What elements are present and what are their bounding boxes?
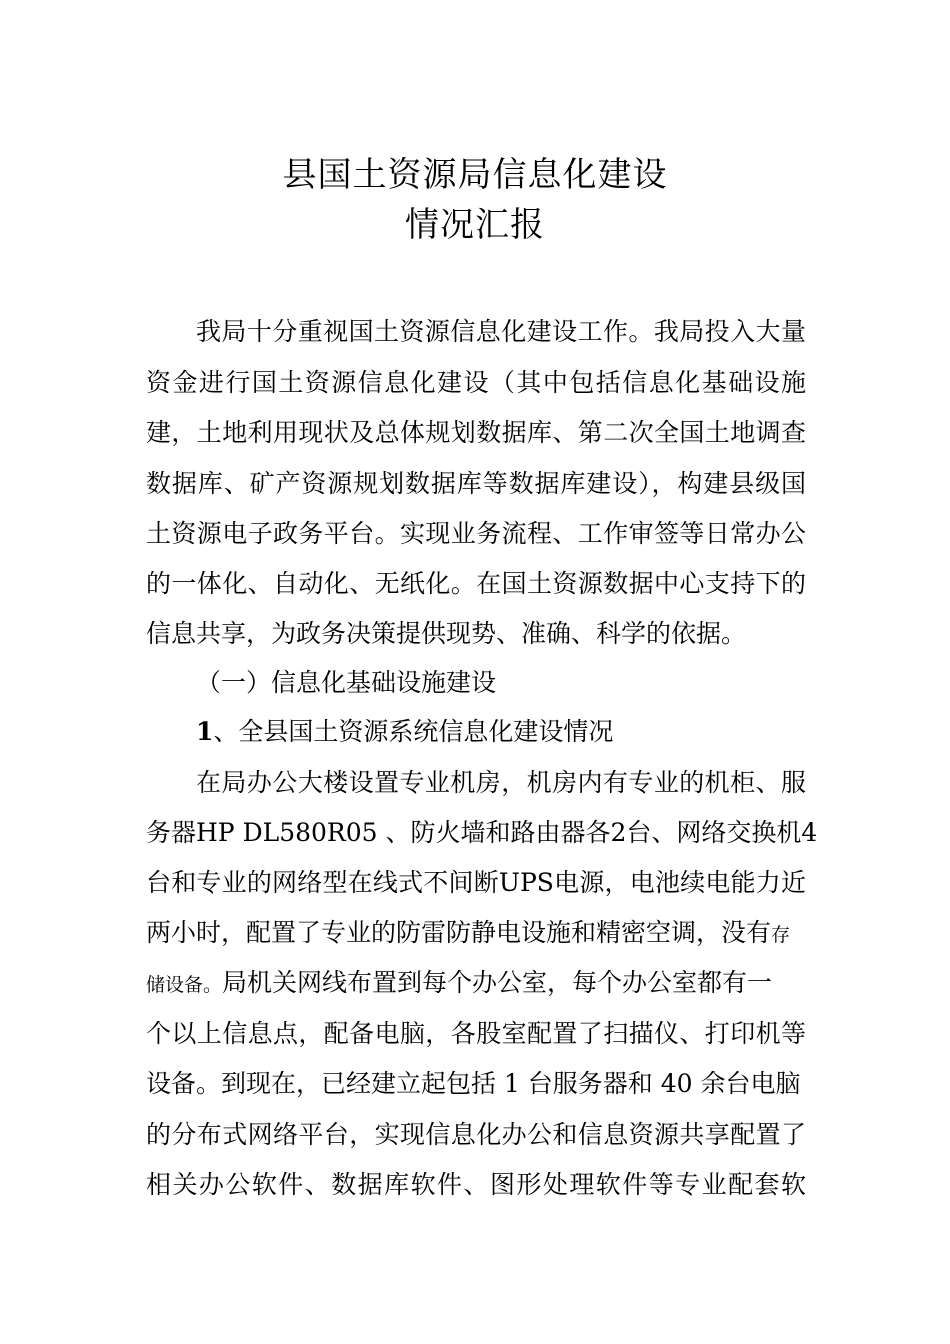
paragraph-line: 在局办公大楼设置专业机房，机房内有专业的机柜、服 (196, 768, 806, 797)
subsection-title: 、全县国土资源系统信息化建设情况 (213, 717, 614, 746)
paragraph-line: 务器HP DL580R05 、防火墙和路由器各2台、网络交换机4 (146, 818, 818, 847)
small-text: 储设备。 (146, 974, 223, 996)
paragraph-line: 资金进行国土资源信息化建设（其中包括信息化基础设施 (146, 368, 806, 397)
paragraph-line: 设备。到现在，已经建立起包括 1 台服务器和 40 余台电脑 (146, 1069, 801, 1098)
subsection-number: 1 (196, 717, 214, 746)
document-title-line-2: 情况汇报 (405, 205, 545, 245)
paragraph-line (146, 915, 806, 953)
paragraph-line: 的一体化、自动化、无纸化。在国土资源数据中心支持下的 (146, 569, 806, 598)
paragraph-line: 台和专业的网络型在线式不间断UPS电源，电池续电能力近 (146, 868, 806, 897)
paragraph-line: 我局十分重视国土资源信息化建设工作。我局投入大量 (196, 317, 806, 346)
paragraph-text: 局机关网线布置到每个办公室，每个办公室都有一 (222, 968, 773, 997)
paragraph-line: 个以上信息点，配备电脑，各股室配置了扫描仪、打印机等 (146, 1019, 806, 1048)
subsection-heading (196, 714, 806, 750)
paragraph-line: 建，土地利用现状及总体规划数据库、第二次全国土地调查 (146, 418, 806, 447)
small-text: 存 (771, 924, 791, 946)
paragraph-line: 数据库、矿产资源规划数据库等数据库建设），构建县级国 (146, 469, 806, 498)
document-title-line-1: 县国土资源局信息化建设 (282, 155, 668, 195)
paragraph-line: 信息共享，为政务决策提供现势、准确、科学的依据。 (146, 619, 747, 648)
paragraph-line: 土资源电子政务平台。实现业务流程、工作审签等日常办公 (146, 519, 806, 548)
section-heading: （一）信息化基础设施建设 (196, 668, 497, 697)
paragraph-line (146, 965, 806, 1003)
paragraph-line: 的分布式网络平台，实现信息化办公和信息资源共享配置了 (146, 1120, 806, 1149)
paragraph-line: 相关办公软件、数据库软件、图形处理软件等专业配套软 (146, 1170, 806, 1199)
paragraph-text: 两小时，配置了专业的防雷防静电设施和精密空调，没有 (146, 918, 772, 947)
